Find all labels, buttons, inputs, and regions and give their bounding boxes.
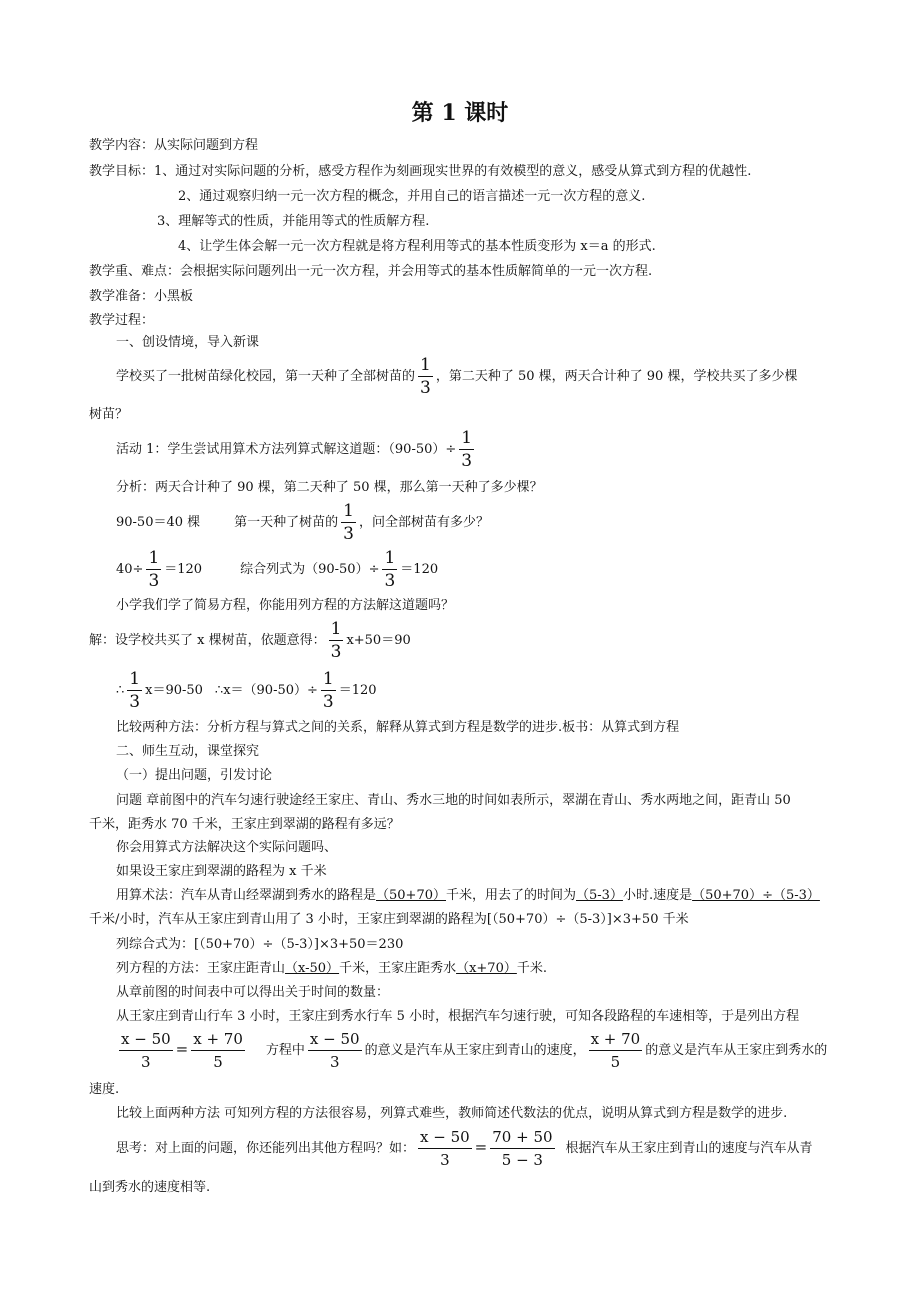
arithmetic-blank-3: （50+70）÷（5-3） <box>692 888 820 903</box>
arithmetic-text-a: 用算术法：汽车从青山经翠湖到秀水的路程是 <box>116 888 377 903</box>
goal-1: 教学目标：1、通过对实际问题的分析，感受方程作为刻画现实世界的有效模型的意义，感受从算式到方程的优越性. <box>89 164 752 179</box>
question-line-3: 你会用算式方法解决这个实际问题吗、 <box>116 840 338 855</box>
section-2-heading: 二、师生互动，课堂探究 <box>116 744 260 759</box>
step-line-2 <box>116 549 438 590</box>
therefore-result: ＝120 <box>338 683 377 698</box>
think-text-a: 思考：对上面的问题，你还能列出其他方程吗？如： <box>116 1141 416 1156</box>
fraction-one-third: $\frac{1}{3}$ <box>330 619 342 662</box>
therefore-step-1: x＝90-50 <box>145 683 203 698</box>
goal-3: 3、理解等式的性质，并能用等式的性质解方程. <box>157 214 430 229</box>
question-line-4: 如果设王家庄到翠湖的路程为 x 千米 <box>116 864 327 879</box>
equation-method-b: 千米，王家庄距秀水 <box>339 961 457 976</box>
activity-1-text: 活动 1：学生尝试用算术方法列算式解这道题：（90-50）÷ <box>116 442 457 457</box>
combined-expression: 列综合式为：[（50+70）÷（5-3）]×3+50＝230 <box>116 937 404 952</box>
equation-method-c: 千米. <box>516 961 547 976</box>
problem-line-1 <box>116 356 797 397</box>
solution-text: 解：设学校共买了 x 棵树苗，依题意得： <box>89 633 326 648</box>
step-2-b: ＝120 <box>164 562 203 577</box>
arithmetic-text-c: 小时.速度是 <box>622 888 693 903</box>
goal-4: 4、让学生体会解一元一次方程就是将方程利用等式的基本性质变形为 x＝a 的形式. <box>178 239 656 254</box>
fraction-one-third: $\frac{1}{3}$ <box>461 428 473 471</box>
fraction-x-plus-70-over-5: $\frac{x + 70}{5}$ <box>193 1030 243 1071</box>
equation-blank-1: （x-50） <box>285 961 340 976</box>
equation-note-a: 方程中 <box>265 1043 305 1058</box>
think-line <box>116 1128 813 1169</box>
fraction-one-third: $\frac{1}{3}$ <box>343 501 354 544</box>
arithmetic-blank-2: （5-3） <box>576 888 623 903</box>
therefore-step-2: ∴x＝（90-50）÷ <box>214 683 318 698</box>
therefore-symbol: ∴ <box>116 683 125 698</box>
equation-note-b: 的意义是汽车从王家庄到青山的速度， <box>364 1043 586 1058</box>
teaching-content: 教学内容：从实际问题到方程 <box>89 138 259 153</box>
arithmetic-line-2: 千米/小时，汽车从王家庄到青山用了 3 小时，王家庄到翠湖的路程为[（50+70）÷（5-3）]×3+50 千米 <box>89 912 689 927</box>
step-line-1 <box>116 502 489 543</box>
think-text-b: 根据汽车从王家庄到青山的速度与汽车从青 <box>565 1141 813 1156</box>
activity-1 <box>116 429 477 470</box>
problem-text-a: 学校买了一批树苗绿化校园，第一天种了全部树苗的 <box>116 369 416 384</box>
subsection-1: （一）提出问题，引发讨论 <box>116 768 273 783</box>
fraction-x-minus-50-over-3: $\frac{x - 50}{3}$ <box>309 1030 360 1071</box>
teaching-process: 教学过程： <box>89 313 155 328</box>
goal-2: 2、通过观察归纳一元一次方程的概念，并用自己的语言描述一元一次方程的意义. <box>178 189 646 204</box>
equals-sign: = <box>474 1138 488 1156</box>
speed-line: 速度. <box>89 1082 120 1097</box>
equation-blank-2: （x+70） <box>456 961 517 976</box>
step-2-d: ＝120 <box>400 562 439 577</box>
step-2-a: 40÷ <box>116 562 144 577</box>
question-line-1: 问题 章前图中的汽车匀速行驶途经王家庄、青山、秀水三地的时间如表所示，翠湖在青山、秀水两地之间，距青山 50 <box>116 793 791 808</box>
fraction-x-minus-50-over-3: $\frac{x - 50}{3}$ <box>420 1128 470 1169</box>
section-1-heading: 一、创设情境，导入新课 <box>116 335 260 350</box>
problem-line-2: 树苗？ <box>89 407 129 422</box>
equals-sign: = <box>175 1040 189 1058</box>
fraction-x-minus-50-over-3: $\frac{x - 50}{3}$ <box>121 1030 171 1071</box>
fraction-one-third: $\frac{1}{3}$ <box>322 669 334 712</box>
question-line-2: 千米，距秀水 70 千米，王家庄到翠湖的路程有多远？ <box>89 817 400 832</box>
analysis: 分析：两天合计种了 90 棵，第二天种了 50 棵，那么第一天种了多少棵？ <box>116 480 543 495</box>
drive-description: 从王家庄到青山行车 3 小时，王家庄到秀水行车 5 小时，根据汽车匀速行驶，可知各段路程的车速相等，于是列出方程 <box>116 1009 800 1024</box>
equation-method <box>116 961 547 977</box>
step-1-text: 第一天种了树苗的 <box>234 515 339 530</box>
comparison-2: 比较上面两种方法 可知列方程的方法很容易，列算式难些，教师简述代数法的优点，说明从算式到方程是数学的进步. <box>116 1106 788 1121</box>
arithmetic-line-1 <box>116 888 820 904</box>
arithmetic-blank-1: （50+70） <box>376 888 446 903</box>
equation-method-a: 列方程的方法：王家庄距青山 <box>116 961 286 976</box>
step-1-calc: 90-50＝40 棵 <box>116 515 201 530</box>
equation-note-c: 的意义是汽车从王家庄到秀水的 <box>645 1043 828 1058</box>
key-points: 教学重、难点：会根据实际问题列出一元一次方程，并会用等式的基本性质解简单的一元一次方程. <box>89 264 653 279</box>
solution-equation: x+50＝90 <box>346 633 411 648</box>
step-1-question: ，问全部树苗有多少？ <box>359 515 490 530</box>
fraction-one-third: $\frac{1}{3}$ <box>129 669 141 712</box>
fraction-one-third: $\frac{1}{3}$ <box>148 548 160 591</box>
fraction-one-third: $\frac{1}{3}$ <box>384 548 396 591</box>
page-title: 第 1 课时 <box>411 100 509 126</box>
comparison-1: 比较两种方法：分析方程与算式之间的关系，解释从算式到方程是数学的进步.板书：从算式到方程 <box>116 720 680 735</box>
teaching-prep: 教学准备：小黑板 <box>89 289 194 304</box>
equation-line <box>116 1030 827 1071</box>
last-line: 山到秀水的速度相等. <box>89 1180 211 1195</box>
equation-prompt: 小学我们学了简易方程，你能用列方程的方法解这道题吗？ <box>116 598 455 613</box>
arithmetic-text-b: 千米，用去了的时间为 <box>446 888 577 903</box>
fraction-one-third: $\frac{1}{3}$ <box>420 355 431 398</box>
fraction-x-plus-70-over-5: $\frac{x + 70}{5}$ <box>590 1030 641 1071</box>
therefore-line <box>116 670 377 711</box>
time-quantity: 从章前图的时间表中可以得出关于时间的数量： <box>116 985 390 1000</box>
fraction-120-over-2: $\frac{70 + 50}{5 - 3}$ <box>492 1128 553 1169</box>
problem-text-b: ，第二天种了 50 棵，两天合计种了 90 棵，学校共买了多少棵 <box>435 369 798 384</box>
step-2-c: 综合列式为（90-50）÷ <box>240 562 380 577</box>
solution-line <box>89 620 411 661</box>
